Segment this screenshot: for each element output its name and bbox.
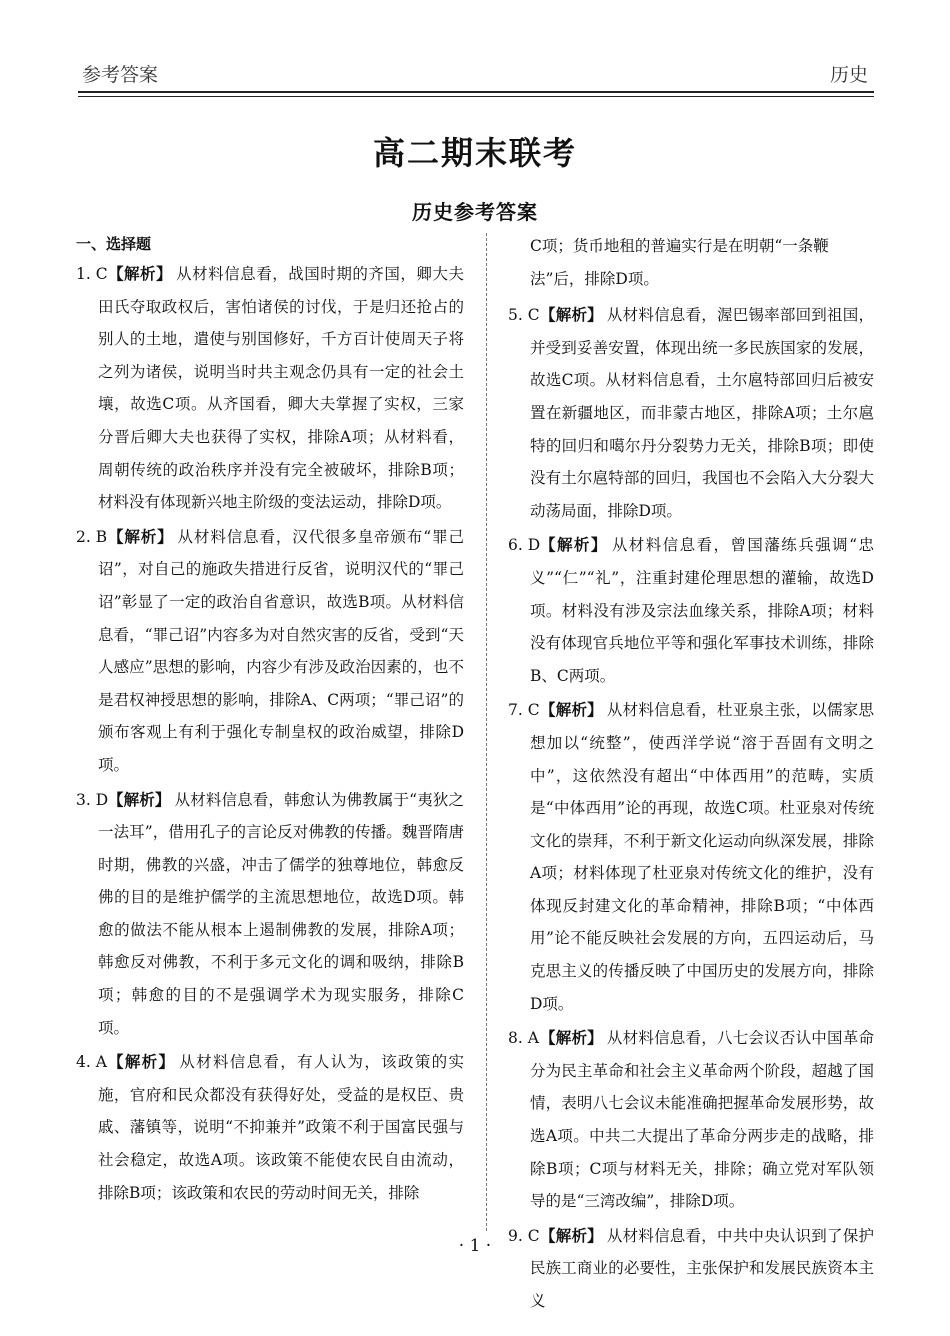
- question-item: [76, 258, 464, 519]
- analysis-tag: 【解析】: [108, 527, 174, 546]
- analysis-tag: 【解析】: [108, 1053, 176, 1072]
- question-analysis: 从材料信息看，曾国藩练兵强调“忠义”“仁”“礼”，注重封建伦理思想的灌输，故选D项。材料没有涉及宗法血缘关系，排除A项；材料没有体现官兵地位平等和强化军事技术训练，排除B、C两项。: [530, 536, 874, 685]
- question-analysis: 从材料信息看，汉代很多皇帝颁布“罪己诏”，对自己的施政失措进行反省，说明汉代的“罪己诏”彰显了一定的政治自省意识，故选B项。从材料信息看，“罪己诏”内容多为对自然灾害的反省，受到“天人感应”思想的影响，内容少有涉及政治因素的，也不是君权神授思想的影响，排除A、C两项；“罪己诏”的颁布客观上有利于强化专制皇权的政治威望，排除D项。: [98, 527, 464, 774]
- analysis-tag: 【解析】: [540, 1029, 603, 1048]
- analysis-tag: 【解析】: [540, 536, 608, 555]
- question-item: [508, 694, 874, 1020]
- header-left-label: 参考答案: [82, 64, 159, 86]
- question-analysis: 从材料信息看，中共中央认识到了保护民族工商业的必要性，主张保护和发展民族资本主义: [530, 1226, 874, 1310]
- question-item: [76, 1046, 464, 1209]
- question-item: [508, 299, 874, 527]
- question-analysis: 从材料信息看，韩愈认为佛教属于“夷狄之一法耳”，借用孔子的言论反对佛教的传播。魏晋隋唐时期，佛教的兴盛，冲击了儒学的独尊地位，韩愈反佛的目的是维护儒学的主流思想地位，故选D项。韩愈的做法不能从根本上遏制佛教的发展，排除A项；韩愈反对佛教，不利于多元文化的调和吸纳，排除B项；韩愈的目的不是强调学术为现实服务，排除C项。: [98, 790, 464, 1037]
- right-column: [508, 230, 874, 1320]
- question-number: 1. C: [76, 265, 108, 283]
- page-number: · 1 ·: [458, 1236, 492, 1256]
- question-number: 5. C: [508, 306, 540, 325]
- question-item: [508, 1220, 874, 1318]
- left-column: [76, 230, 464, 1211]
- question-analysis: 从材料信息看，有人认为，该政策的实施，官府和民众都没有获得好处，受益的是权臣、贵戚、藩镇等，说明“不抑兼并”政策不利于国富民强与社会稳定，故选A项。该政策不能使农民自由流动，排除B项；该政策和农民的劳动时间无关，排除: [98, 1053, 464, 1202]
- header-rule-thick: [78, 91, 874, 93]
- question-item: [76, 521, 464, 782]
- question-number: 4. A: [76, 1053, 107, 1072]
- question-item: [508, 529, 874, 692]
- question-item: [76, 784, 464, 1045]
- header-subject-label: 历史: [829, 64, 868, 86]
- analysis-tag: 【解析】: [108, 265, 173, 283]
- section-heading: 一、选择题: [76, 235, 152, 253]
- question-number: 6. D: [508, 536, 541, 555]
- question-number: 2. B: [76, 527, 108, 546]
- analysis-tag: 【解析】: [540, 306, 603, 325]
- running-header: [78, 60, 874, 88]
- question-number: 3. D: [76, 790, 109, 809]
- question-analysis: 从材料信息看，杜亚泉主张，以儒家思想加以“统整”，使西洋学说“溶于吾固有文明之中”，这依然没有超出“中体西用”的范畴，实质是“中体西用”论的再现，故选C项。杜亚泉对传统文化的崇拜，不利于新文化运动向纵深发展，排除A项；材料体现了杜亚泉对传统文化的维护，没有体现反封建文化的革命精神，排除B项；“中体西用”论不能反映社会发展的方向，五四运动后，马克思主义的传播反映了中国历史的发展方向，排除D项。: [530, 701, 874, 1013]
- question-continuation: C项；货币地租的普遍实行是在明朝“一条鞭法”后，排除D项。: [530, 237, 829, 288]
- question-analysis: 从材料信息看，战国时期的齐国，卿大夫田氏夺取政权后，害怕诸侯的讨伐，于是归还抢占的别人的土地，遣使与别国修好，千方百计使周天子将之列为诸侯，说明当时共主观念仍具有一定的社会土壤，故选C项。从齐国看，卿大夫掌握了实权，三家分晋后卿大夫也获得了实权，排除A项；从材料看，周朝传统的政治秩序并没有完全被破坏，排除B项；材料没有体现新兴地主阶级的变法运动，排除D项。: [98, 265, 464, 512]
- question-analysis: 从材料信息看，渥巴锡率部回到祖国，并受到妥善安置，体现出统一多民族国家的发展，故选C项。从材料信息看，土尔扈特部回归后被安置在新疆地区，而非蒙古地区，排除A项；土尔扈特的回归和噶尔丹分裂势力无关，排除B项；即使没有土尔扈特部的回归，我国也不会陷入大分裂大动荡局面，排除D项。: [530, 306, 874, 520]
- column-divider: [486, 233, 487, 1231]
- header-rule-thin: [78, 96, 874, 97]
- question-analysis: 从材料信息看，八七会议否认中国革命分为民主革命和社会主义革命两个阶段，超越了国情，表明八七会议未能准确把握革命发展形势，故选A项。中共二大提出了革命分两步走的战略，排除B项；C项与材料无关，排除；确立党对军队领导的是“三湾改编”，排除D项。: [530, 1029, 874, 1211]
- analysis-tag: 【解析】: [540, 1226, 603, 1245]
- question-number: 8. A: [508, 1029, 539, 1048]
- question-number: 9. C: [508, 1226, 540, 1245]
- analysis-tag: 【解析】: [540, 701, 603, 720]
- page-subtitle: 历史参考答案: [412, 200, 538, 224]
- question-number: 7. C: [508, 701, 540, 720]
- page-title: 高二期末联考: [372, 134, 577, 172]
- analysis-tag: 【解析】: [108, 790, 171, 809]
- question-item: [508, 1022, 874, 1218]
